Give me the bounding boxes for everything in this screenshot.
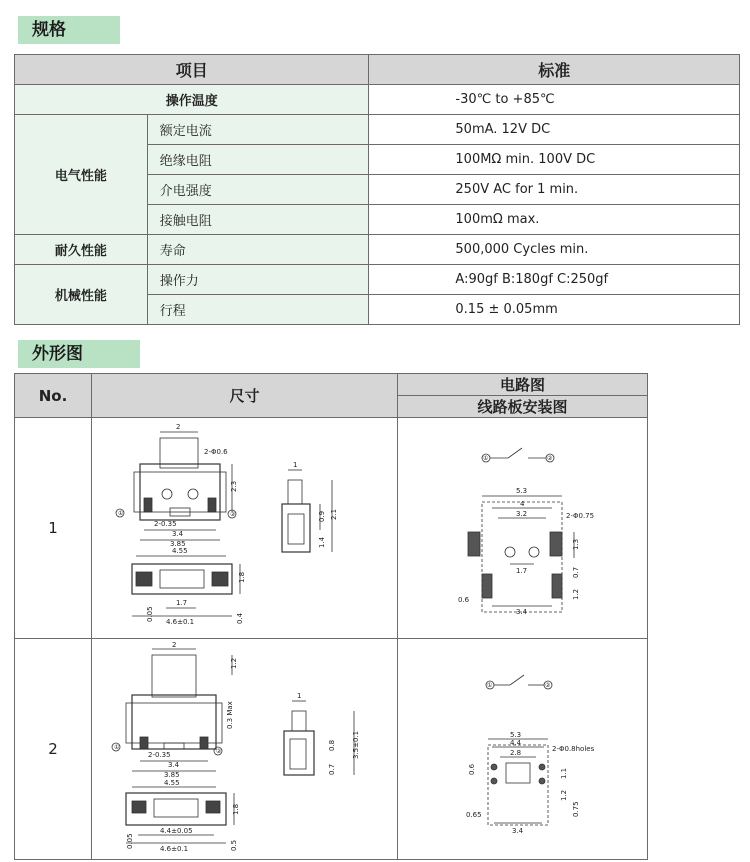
dim-label: 2-0.35 [154, 520, 177, 528]
spec-value: 500,000 Cycles min. [369, 235, 740, 265]
dim-label: 1.7 [176, 599, 188, 607]
shape-row [15, 639, 648, 860]
dim-label: 0.9 [318, 510, 327, 522]
op-temp-label: 操作温度 [15, 85, 369, 115]
header-item: 项目 [15, 55, 369, 85]
pcb-dim: 3.4 [516, 608, 528, 616]
spec-item: 介电强度 [147, 175, 369, 205]
dim-label: 2-Φ0.6 [204, 448, 228, 456]
dimension-drawing-cell [92, 639, 398, 860]
dim-label: 1.8 [238, 571, 247, 583]
dim-label: 1.2 [230, 657, 239, 669]
spec-row [15, 85, 740, 115]
circuit-pin-1: ① [483, 455, 489, 462]
spec-value: 0.15 ± 0.05mm [369, 295, 740, 325]
dim-label: 1.8 [232, 803, 241, 815]
spec-item: 行程 [147, 295, 369, 325]
spec-table [14, 54, 740, 325]
header-standard: 标准 [369, 55, 740, 85]
mechanical-group: 机械性能 [15, 265, 148, 325]
spec-item: 绝缘电阻 [147, 145, 369, 175]
spec-row [15, 115, 740, 145]
pcb-dim: 1.2 [572, 588, 580, 600]
durability-group: 耐久性能 [15, 235, 148, 265]
dimension-drawing [92, 418, 396, 634]
dim-label: 4.6±0.1 [166, 618, 195, 626]
dim-label: 0.3 Max [226, 701, 235, 729]
circuit-pcb-drawing [398, 639, 646, 855]
op-temp-value: -30℃ to +85℃ [369, 85, 740, 115]
circuit-pcb-cell [398, 639, 648, 860]
dim-label: 3.4 [168, 761, 180, 769]
pin-2-label: ② [230, 511, 236, 518]
pcb-dim: 3.2 [516, 510, 528, 518]
dim-label: 0.05 [126, 833, 135, 849]
pin-1-label: ① [118, 510, 124, 517]
dim-label: 0.8 [328, 739, 337, 751]
header-size: 尺寸 [92, 374, 398, 418]
spec-section-title: 规格 [18, 16, 120, 44]
pcb-dim: 4.4 [510, 739, 522, 747]
spec-item: 额定电流 [147, 115, 369, 145]
pcb-dim: 5.3 [516, 487, 528, 495]
dim-label: 1 [297, 692, 302, 700]
pcb-dim: 1.2 [560, 789, 568, 801]
circuit-pin-1: ① [487, 682, 493, 689]
dim-label: 2-0.35 [148, 751, 171, 759]
spec-row [15, 265, 740, 295]
dim-label: 3.85 [164, 771, 180, 779]
spec-value: 100MΩ min. 100V DC [369, 145, 740, 175]
row-number: 1 [15, 418, 92, 639]
circuit-pin-2: ② [547, 455, 553, 462]
pcb-dim: 2-Φ0.75 [566, 512, 595, 520]
row-number: 2 [15, 639, 92, 860]
dim-label: 0.5 [230, 839, 239, 851]
dim-label: 1.4 [318, 536, 327, 548]
spec-item: 寿命 [147, 235, 369, 265]
dimension-drawing-cell [92, 418, 398, 639]
spec-item: 接触电阻 [147, 205, 369, 235]
header-no: No. [15, 374, 92, 418]
dim-label: 3.4 [172, 530, 184, 538]
dim-label: 0.4 [236, 612, 245, 624]
dim-label: 0.7 [328, 763, 337, 775]
shape-table [14, 373, 648, 860]
spec-value: A:90gf B:180gf C:250gf [369, 265, 740, 295]
dim-label: 2.3 [230, 480, 239, 492]
spec-value: 50mA. 12V DC [369, 115, 740, 145]
dim-label: 2 [172, 641, 177, 649]
spec-header-row [15, 55, 740, 85]
pcb-dim: 0.65 [466, 811, 482, 819]
pcb-dim: 5.3 [510, 731, 522, 739]
pcb-dim: 0.6 [458, 596, 470, 604]
pcb-dim: 3.4 [512, 827, 524, 835]
dim-label: 4.4±0.05 [160, 827, 193, 835]
pcb-dim: 1.3 [572, 538, 580, 550]
pcb-dim: 2-Φ0.8holes [552, 745, 595, 753]
shape-section-title: 外形图 [18, 340, 140, 368]
dim-label: 3.5±0.1 [352, 730, 361, 759]
pcb-dim: 1.1 [560, 767, 568, 779]
pin-2-label: ② [216, 748, 222, 755]
pcb-dim: 1.7 [516, 567, 528, 575]
dim-label: 2.1 [330, 508, 339, 520]
dim-label: 4.55 [172, 547, 188, 555]
dimension-drawing [92, 639, 396, 855]
pin-1-label: ① [114, 744, 120, 751]
shape-header-row [15, 374, 648, 396]
spec-row [15, 235, 740, 265]
dim-label: 4.55 [164, 779, 180, 787]
circuit-pcb-cell [398, 418, 648, 639]
circuit-pcb-drawing [398, 418, 646, 634]
circuit-pin-2: ② [545, 682, 551, 689]
pcb-dim: 0.7 [572, 566, 580, 578]
dim-label: 1 [293, 461, 298, 469]
spec-value: 250V AC for 1 min. [369, 175, 740, 205]
spec-item: 操作力 [147, 265, 369, 295]
header-pcb: 线路板安装图 [398, 396, 648, 418]
pcb-dim: 0.6 [468, 763, 476, 775]
electrical-group: 电气性能 [15, 115, 148, 235]
dim-label: 0.05 [146, 606, 155, 622]
spec-value: 100mΩ max. [369, 205, 740, 235]
dim-label: 2 [176, 423, 181, 431]
pcb-dim: 4 [520, 500, 525, 508]
header-circuit: 电路图 [398, 374, 648, 396]
dim-label: 3.85 [170, 540, 186, 548]
dim-label: 4.6±0.1 [160, 845, 189, 853]
shape-row [15, 418, 648, 639]
pcb-dim: 0.75 [572, 801, 580, 817]
pcb-dim: 2.8 [510, 749, 522, 757]
